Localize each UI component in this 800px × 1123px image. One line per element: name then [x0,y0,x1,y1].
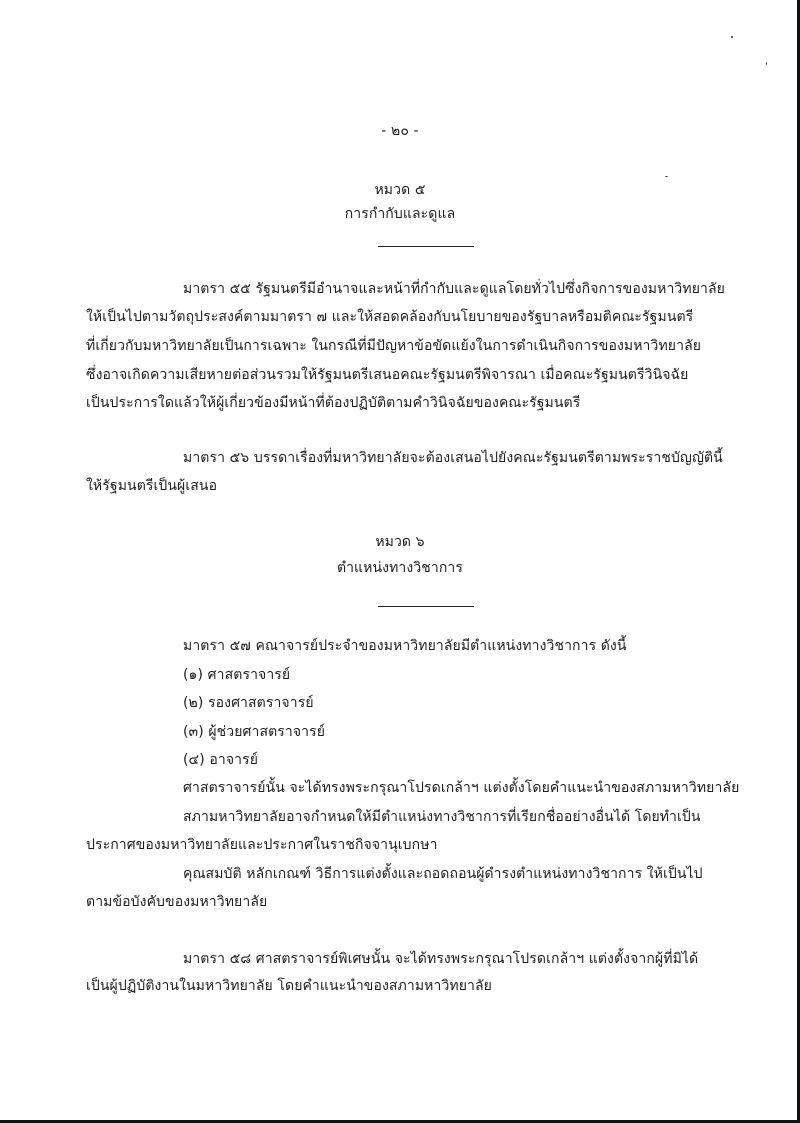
section-57-item-3: (๓) ผู้ช่วยศาสตราจารย์ [183,724,326,740]
section-55-line-3: ที่เกี่ยวกับมหาวิทยาลัยเป็นการเฉพาะ ในกรณีที่มีปัญหาข้อขัดแย้งในการดำเนินกิจการของมหาวิทยาลัย [86,338,702,354]
chapter-6-title: หมวด ๖ [375,534,425,550]
scan-speck [766,62,767,65]
page-number: - ๒๐ - [381,123,419,139]
section-57-paragraph-3-line-1: สภามหาวิทยาลัยอาจกำหนดให้มีตำแหน่งทางวิชาการที่เรียกชื่ออย่างอื่นได้ โดยทำเป็น [183,809,701,825]
section-57-paragraph-4-line-1: คุณสมบัติ หลักเกณฑ์ วิธีการแต่งตั้งและถอดถอนผู้ดำรงตำแหน่งทางวิชาการ ให้เป็นไป [183,866,703,882]
section-56-line-2: ให้รัฐมนตรีเป็นผู้เสนอ [86,478,218,494]
section-57-item-2: (๒) รองศาสตราจารย์ [183,695,314,711]
section-56-line-1: มาตรา ๕๖ บรรดาเรื่องที่มหาวิทยาลัยจะต้องเสนอไปยังคณะรัฐมนตรีตามพระราชบัญญัตินี้ [183,450,723,466]
section-58-line-1: มาตรา ๕๘ ศาสตราจารย์พิเศษนั้น จะได้ทรงพระกรุณาโปรดเกล้าฯ แต่งตั้งจากผู้ที่มิได้ [183,951,699,967]
section-57-item-1: (๑) ศาสตราจารย์ [183,667,291,683]
section-58-line-2: เป็นผู้ปฏิบัติงานในมหาวิทยาลัย โดยคำแนะนำของสภามหาวิทยาลัย [86,978,492,994]
section-57-line-1: มาตรา ๕๗ คณาจารย์ประจำของมหาวิทยาลัยมีตำแหน่งทางวิชาการ ดังนี้ [183,638,627,654]
section-55-line-5: เป็นประการใดแล้วให้ผู้เกี่ยวข้องมีหน้าที่ต้องปฏิบัติตามคำวินิจฉัยของคณะรัฐมนตรี [86,395,581,411]
section-55-line-2: ให้เป็นไปตามวัตถุประสงค์ตามมาตรา ๗ และให้สอดคล้องกับนโยบายของรัฐบาลหรือมติคณะรัฐมนตรี [86,309,694,325]
chapter-6-divider [378,606,474,607]
scan-speck [731,36,733,38]
chapter-5-title: หมวด ๕ [374,182,426,198]
section-57-paragraph-4-line-2: ตามข้อบังคับของมหาวิทยาลัย [86,894,268,910]
section-57-paragraph-3-line-2: ประกาศของมหาวิทยาลัยและประกาศในราชกิจจานุเบกษา [86,837,438,853]
scan-speck [665,176,668,177]
section-57-item-4: (๔) อาจารย์ [183,752,259,768]
chapter-5-divider [378,246,474,247]
section-55-line-1: มาตรา ๕๕ รัฐมนตรีมีอำนาจและหน้าที่กำกับและดูแลโดยทั่วไปซึ่งกิจการของมหาวิทยาลัย [183,281,725,297]
chapter-5-subtitle: การกำกับและดูแล [344,206,456,222]
section-55-line-4: ซึ่งอาจเกิดความเสียหายต่อส่วนรวมให้รัฐมนตรีเสนอคณะรัฐมนตรีพิจารณา เมื่อคณะรัฐมนตรีวินิจฉัย [86,367,689,383]
section-57-paragraph-2: ศาสตราจารย์นั้น จะได้ทรงพระกรุณาโปรดเกล้าฯ แต่งตั้งโดยคำแนะนำของสภามหาวิทยาลัย [183,780,740,796]
chapter-6-subtitle: ตำแหน่งทางวิชาการ [336,560,464,576]
